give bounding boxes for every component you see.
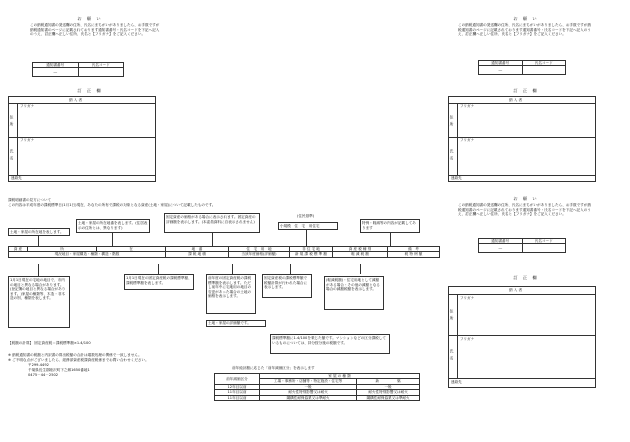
notice-body-right-2: この納税通知書の発送欄の住所、氏名にまちがいがありましたら、お手数ですが納税通知書のページに記載されております通知書番号・氏名コードを下記へ記入のうえ、訂正欄へ正しい住所、氏名と【フリガナ】をご記入ください。 [458,203,591,217]
notice-table-right-2 [478,238,566,253]
hdr-new-standard: 新 規 課 税 標 準 額 [290,252,333,257]
table-row: 11年目以前 鋼構性耐保協業又は準耐火 鋼構性耐保協業又は準耐火 [215,395,420,400]
notice-title-right-2: お 願 い [513,196,539,201]
reduce-title: 前年純計額に応じた「前年減価区分」を表示します [232,366,315,370]
callout-calc: 固定資産税の課税標準額で税額計算が行われた場合に表示します。 [262,274,312,298]
col-name-code-r2: 氏名コード [522,239,566,244]
callout-prev-year: 前年度の固定資産税の課税標準額を表示します。ただし前年中に宅地用の地目の変更があった場合の土地の価格を表示します。 [206,274,256,314]
contact-label-right-2: 連絡先 [451,380,462,384]
notice-number-value-r2[interactable]: ― [479,244,523,253]
callout-location: 土地・家屋の所在地を表します。 [8,228,70,236]
callout-valuation: 土地・家屋の評価額です。 [206,320,266,327]
hdr-taxable-area: 課 税 地 積 [166,252,229,257]
postal-code: 〒299-4492 [28,363,49,367]
payer-label-right: 納 入 者 [509,98,523,102]
payer-label-right-2: 納 入 者 [509,288,523,292]
name-label-right: 氏 名 [450,149,455,161]
notice-table-left [32,62,124,77]
correction-box-right-2[interactable] [448,286,596,388]
table-row: 11年目以前 耐火性特別影響又は耐火 耐火性特別影響又は耐火 [215,390,420,395]
name-code-value[interactable] [78,68,124,77]
table-row: 12年目以前 一般 一般 [215,384,420,389]
explain-heading: 課税明細書の見方について [8,198,52,202]
hdr-residential: 住 宅 用 地 [229,247,290,252]
reduce-col-type: 家 屋 の 種 類 [260,374,420,379]
reduce-col-type-detail: 工場・事務所・店舗等・特定施設・住宅等 [260,379,357,384]
callout-value: 固定資産の価格がある場合に表示されます。固定資産の評価額を表示します。(本委員資料に自表示されません) [164,213,260,233]
hdr-current-value: 当該年度価格(評価額) [229,252,290,257]
hdr-remarks: 備 考 [388,247,440,252]
callout-residential-title: (住民基準) [297,214,315,218]
office-address: 千葉県長生郡睦沢町下之郷1650番地1 [28,368,90,372]
furigana-label-2: フリガナ [20,138,35,142]
detail-header-table [8,246,440,258]
reduce-col-class: 前年減価区分 [215,374,260,385]
notice-title-right: お 願 い [513,16,539,21]
name-code-value-r2[interactable] [522,244,566,253]
address-label-right-2: 住 所 [450,309,455,321]
callout-lot-number: 土地・家屋の所在地番を表します。(住居表示の住所とは、異なります) [76,219,150,233]
hdr-non-residential: 非 住 宅 地 [290,247,333,252]
notice-number-value-r[interactable]: ― [479,66,523,75]
correction-box-right[interactable] [448,96,596,182]
notice-table-right [478,60,566,75]
col-name-code-r: 氏名コード [522,61,566,66]
callout-land-category: 1月1日現在の宅地の地目で、市内の地目と異なる場合があります。(登記簿の地目と異なる場合があります。)家屋の種類等、木造・非木造の別、種類を表します。 [8,276,70,328]
hdr-reduction: 軽 減 税 額 [333,252,388,257]
callout-reduction: (軽減税額)・住宅用地として減額がある場合・その他の減額となる場合の減額税額を表示します。 [324,276,384,310]
hdr-location-1: 所 [28,247,97,252]
contact-label-left: 連絡先 [11,176,22,180]
callout-tax-amount: 課税標準額に1.4/100を乗じた額です。マンションなどの区分課税しているものについては、持分按分後の税額です。 [270,334,390,354]
correction-title-right-2: 訂 正 欄 [513,275,539,280]
col-notice-number-r: 通知書番号 [479,61,523,66]
reduce-col-new: 新 築 [357,379,420,384]
callout-tax-standard: 1月1日現在の固定資産税の課税標準額、課税標準額を表します。 [124,274,194,290]
callout-special: 特例・軽減等の内容が記載してあります [360,219,420,233]
notice-body-right: この納税通知書の発送欄の住所、氏名にまちがいがありましたら、お手数ですが納税通知書のページに記載されております通知書番号・氏名コードを下記へ記入のうえ、訂正欄へ正しい住所、氏名と【フリガナ】をご記入ください。 [458,23,591,37]
col-notice-number-r2: 通知書番号 [479,239,523,244]
furigana-label-r4: フリガナ [460,337,475,341]
correction-title-right: 訂 正 欄 [513,88,539,93]
hdr-special-amount: 税 特 例 額 [388,252,440,257]
hdr-asset: 資 産 [9,247,28,252]
tax-calc-formula: 【税額の計算】 固定資産税＝課税標準額×1.4/100 [8,341,91,345]
contact-label-right: 連絡先 [451,176,462,180]
note-2[interactable]: ※ ご不明な点がございましたら、総務部資産税課資産税係までお問い合わせください。 [8,358,149,362]
correction-title-left: 訂 正 欄 [77,88,103,93]
furigana-label-1: フリガナ [20,104,35,108]
callout-residential: 小規模 住 宅 用住宅 [278,222,338,230]
address-label-right: 住 所 [450,115,455,127]
payer-label-left: 納 入 者 [69,98,83,102]
notice-number-value[interactable]: ― [33,68,79,77]
name-label-left: 氏 名 [10,149,15,161]
hdr-lot: 地 番 [166,247,229,252]
col-name-code: 氏名コード [78,63,124,68]
notice-body-left: この納税通知書の発送欄の住所、氏名にまちがいがありましたら、お手数ですが納税通知書のページに記載されております通知書番号・氏名コードを下記へ記入のうえ、訂正欄へ正しい住所、氏名と【フリガナ】をご記入ください。 [30,23,160,37]
note-1: ※ 納税通知書の税額と内訳書の算出税額の合計は端数処理の関係で一致しません。 [8,353,142,357]
notice-title-left: お 願 い [77,16,103,21]
correction-box-left[interactable] [8,96,156,182]
hdr-land-category: 現況地目・家屋構造・種類・構造・階数 [9,252,166,257]
name-label-right-2: 氏 名 [450,349,455,361]
hdr-location-2: 在 [97,247,166,252]
explain-intro: この内容は平成年度の課税標準日(1月1日)現在、あなたの所有で課税の対象となる資産(土地・家屋)について記載したものです。 [8,203,216,207]
name-code-value-r[interactable] [522,66,566,75]
furigana-label-r1: フリガナ [460,104,475,108]
col-notice-number: 通知書番号 [33,63,79,68]
furigana-label-r2: フリガナ [460,138,475,142]
reduce-table [214,373,420,401]
furigana-label-r3: フリガナ [460,296,475,300]
hdr-asset-tax-type: 資 産 税 種 別 [333,247,388,252]
office-phone: 0475－44－2502 [28,373,59,377]
address-label-left: 住 所 [10,115,15,127]
